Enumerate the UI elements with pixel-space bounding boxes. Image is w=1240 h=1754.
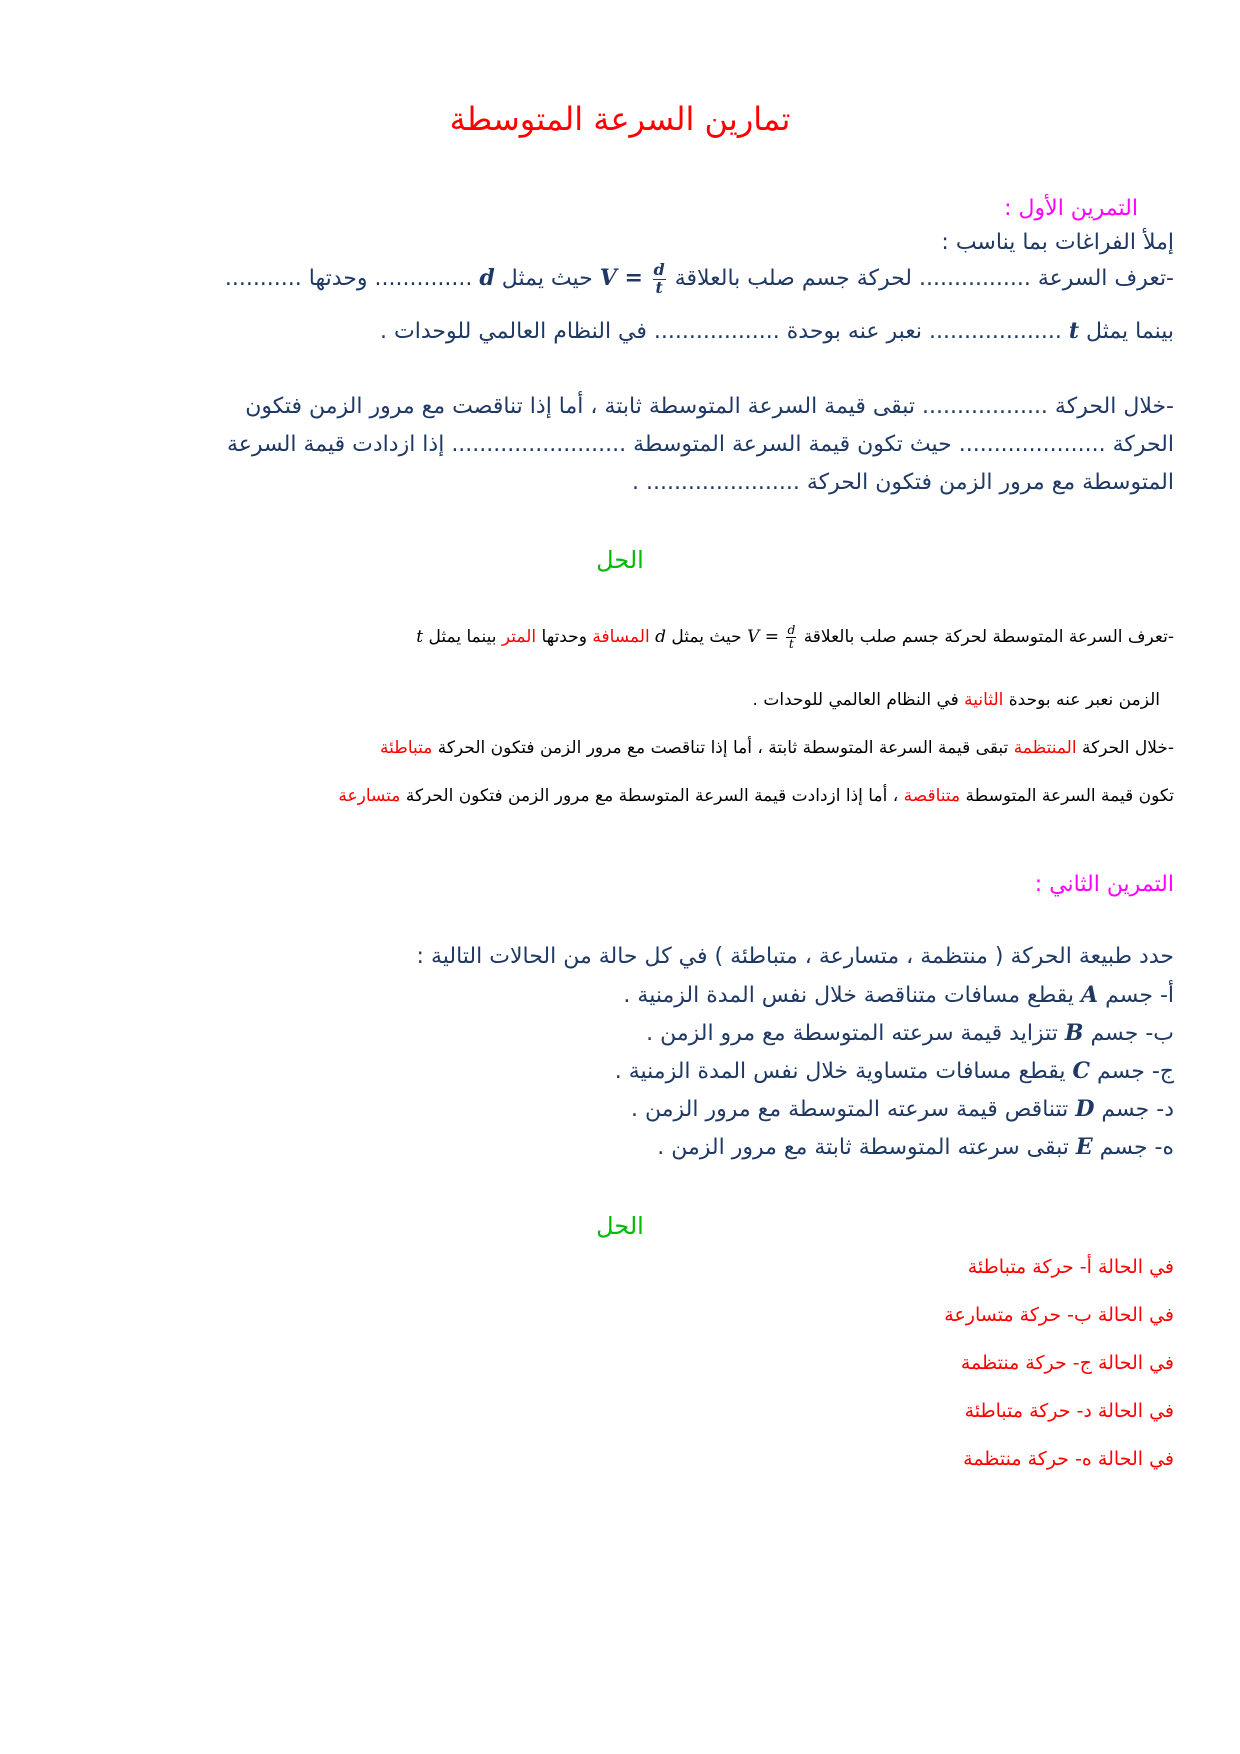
symbol-E: E (1075, 1134, 1093, 1160)
answer-uniform: المنتظمة (1013, 738, 1077, 758)
answer-meter: المتر (501, 626, 537, 647)
exercise-1-heading: التمرين الأول : (1004, 196, 1138, 221)
exercise-1-line-5: المتوسطة مع مرور الزمن فتكون الحركة ...................... . (631, 470, 1174, 495)
velocity-formula (747, 624, 798, 651)
exercise-2-item-c (66, 1058, 1174, 1084)
text-segment: بينما يمثل (428, 626, 497, 647)
exercise-1-line-1 (66, 262, 1174, 296)
exercise-2-item-d (66, 1096, 1174, 1122)
item-prefix: أ- جسم (1105, 983, 1174, 1008)
item-prefix: ج- جسم (1097, 1059, 1174, 1084)
symbol-t: t (1068, 318, 1080, 344)
exercise-2-heading: التمرين الثاني : (1034, 872, 1174, 897)
solution-2-answer-e: في الحالة ه- حركة منتظمة (963, 1448, 1174, 1470)
item-text: تتناقص قيمة سرعته المتوسطة مع مرور الزمن . (631, 1097, 1069, 1122)
answer-second: الثانية (964, 690, 1004, 710)
exercise-1-instruction: إملأ الفراغات بما يناسب : (941, 230, 1174, 255)
fraction-numerator: d (787, 623, 796, 637)
item-prefix: ه- جسم (1099, 1135, 1174, 1160)
formula-lhs: V = (599, 265, 643, 292)
exercise-2-item-e (66, 1134, 1174, 1160)
page-title: تمارين السرعة المتوسطة (449, 100, 791, 138)
fraction-denominator: t (788, 636, 794, 651)
item-prefix: د- جسم (1101, 1097, 1174, 1122)
text-segment: الزمن نعبر عنه بوحدة (1008, 690, 1160, 710)
item-prefix: ب- جسم (1090, 1021, 1174, 1046)
exercise-2-instruction: حدد طبيعة الحركة ( منتظمة ، متسارعة ، متباطئة ) في كل حالة من الحالات التالية : (416, 944, 1174, 969)
text-segment: .............. وحدتها ........... (224, 266, 473, 292)
answer-accelerating: متسارعة (338, 786, 401, 806)
item-text: تتزايد قيمة سرعته المتوسطة مع مرو الزمن . (646, 1021, 1058, 1046)
answer-distance: المسافة (592, 626, 650, 647)
exercise-2-item-a (66, 982, 1174, 1008)
solution-2-heading: الحل (596, 1212, 644, 1240)
solution-1-line-4 (66, 786, 1174, 806)
symbol-A: A (1081, 982, 1099, 1008)
text-segment: ................... نعبر عنه بوحدة .................. في النظام العالمي للوحدات . (380, 319, 1062, 344)
symbol-C: C (1072, 1058, 1090, 1084)
fraction-denominator: t (655, 277, 663, 297)
text-segment: حيث يمثل (501, 266, 593, 292)
fraction (786, 624, 796, 651)
item-text: يقطع مسافات متساوية خلال نفس المدة الزمنية . (614, 1059, 1066, 1084)
fraction-numerator: d (653, 260, 665, 279)
solution-1-line-1 (66, 624, 1174, 651)
item-text: تبقى سرعته المتوسطة ثابتة مع مرور الزمن . (657, 1135, 1069, 1160)
exercise-1-line-2 (66, 318, 1174, 344)
text-segment: -تعرف السرعة ................ لحركة جسم صلب بالعلاقة (674, 266, 1174, 292)
fraction (653, 262, 666, 296)
symbol-d: d (479, 265, 495, 292)
solution-1-line-2 (66, 690, 1160, 710)
symbol-D: D (1075, 1096, 1095, 1122)
text-segment: وحدتها (541, 626, 587, 647)
solution-1-heading: الحل (596, 546, 644, 574)
solution-2-answer-c: في الحالة ج- حركة منتظمة (960, 1352, 1174, 1374)
answer-decelerating: متباطئة (380, 738, 433, 758)
solution-2-answer-a: في الحالة أ- حركة متباطئة (967, 1256, 1174, 1278)
exercise-1-line-3: -خلال الحركة .................. تبقى قيمة السرعة المتوسطة ثابتة ، أما إذا تناقصت مع مرور الزمن فتكون (245, 394, 1174, 419)
formula-lhs: V = (747, 626, 780, 647)
exercise-2-item-b (66, 1020, 1174, 1046)
solution-2-answer-d: في الحالة د- حركة متباطئة (964, 1400, 1174, 1422)
text-segment: في النظام العالمي للوحدات . (752, 690, 959, 710)
solution-1-line-3 (66, 738, 1174, 758)
symbol-d: d (655, 626, 666, 647)
symbol-t: t (416, 626, 424, 647)
velocity-formula (600, 262, 668, 296)
item-text: يقطع مسافات متناقصة خلال نفس المدة الزمنية . (623, 983, 1074, 1008)
answer-decreasing: متناقصة (903, 786, 961, 806)
text-segment: تكون قيمة السرعة المتوسطة (965, 786, 1174, 806)
text-segment: -خلال الحركة (1081, 738, 1174, 758)
text-segment: بينما يمثل (1086, 319, 1174, 344)
text-segment: ، أما إذا ازدادت قيمة السرعة المتوسطة مع مرور الزمن فتكون الحركة (405, 786, 899, 806)
text-segment: -تعرف السرعة المتوسطة لحركة جسم صلب بالعلاقة (803, 626, 1174, 647)
exercise-1-line-4: الحركة ..................... حيث تكون قيمة السرعة المتوسطة ......................... إذا ازدادت قيمة السرعة (227, 432, 1174, 457)
solution-2-answer-b: في الحالة ب- حركة متسارعة (944, 1304, 1174, 1326)
symbol-B: B (1064, 1020, 1084, 1046)
text-segment: حيث يمثل (671, 626, 742, 647)
text-segment: تبقى قيمة السرعة المتوسطة ثابتة ، أما إذا تناقصت مع مرور الزمن فتكون الحركة (437, 738, 1009, 758)
